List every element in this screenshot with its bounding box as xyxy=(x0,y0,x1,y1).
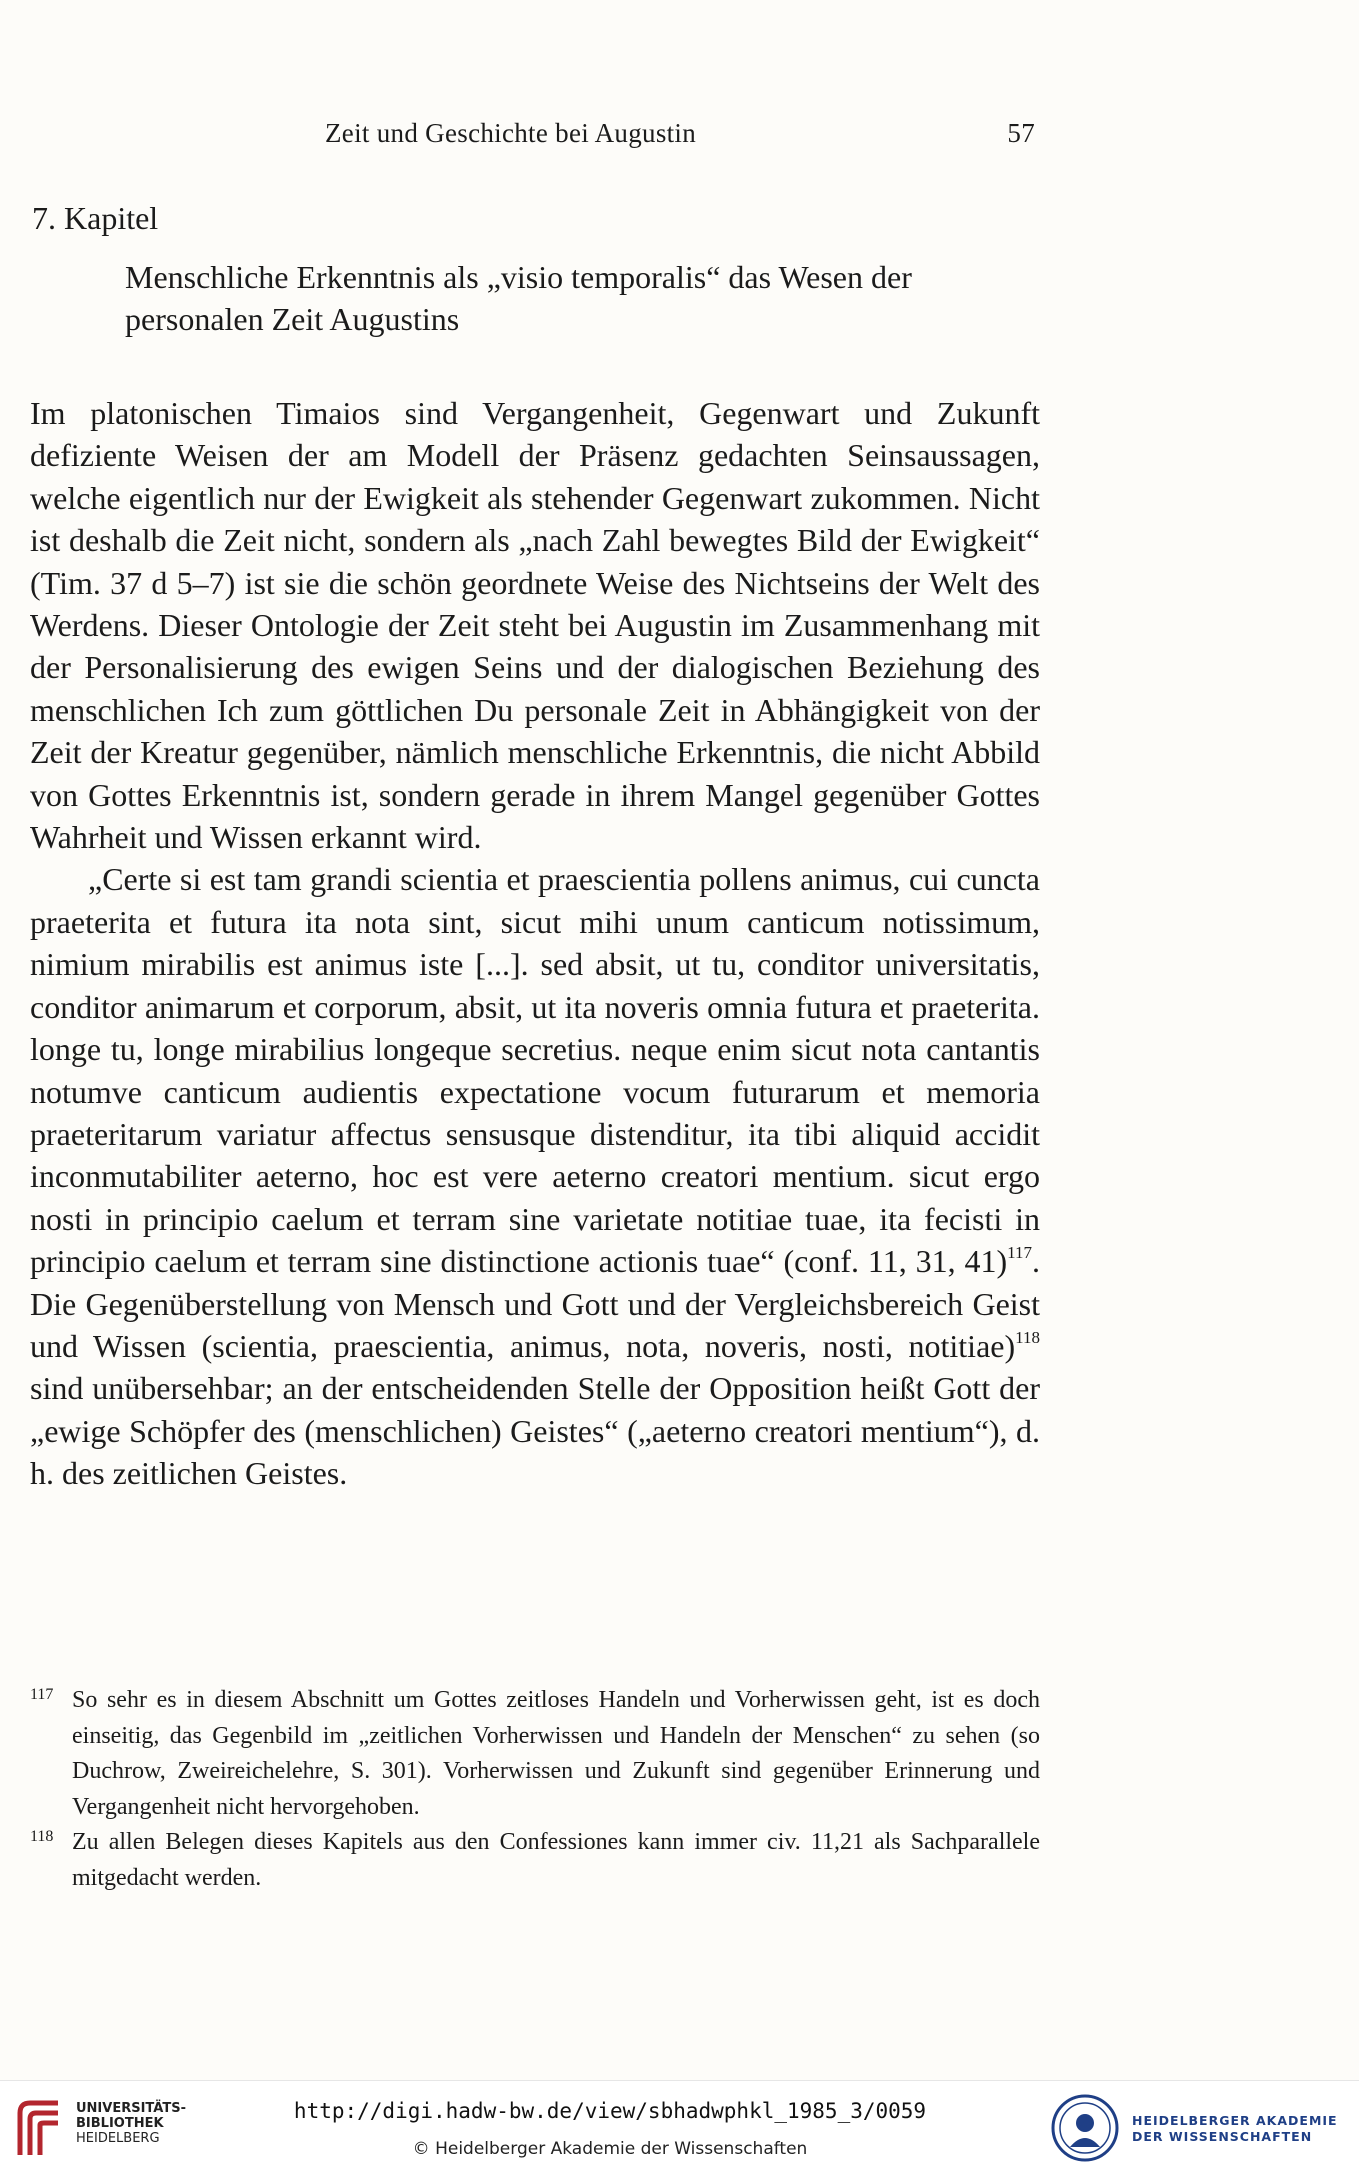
library-name-line-1: UNIVERSITÄTS- xyxy=(76,2101,186,2116)
footnote-117 xyxy=(30,1683,1040,1825)
footnote-number: 118 xyxy=(30,1828,54,1845)
body-paragraph-1: Im platonischen Timaios sind Vergangenheit, Gegenwart und Zukunft defiziente Weisen der am Modell der Präsenz gedachten Seinsaussagen, welche eigentlich nur der Ewigkeit als stehender Gegenwart zukommen. Nicht ist deshalb die Zeit nicht, sondern als „nach Zahl bewegtes Bild der Ewigkeit“ (Tim. 37 d 5–7) ist sie die schön geordnete Weise des Nichtseins der Welt des Werdens. Dieser Ontologie der Zeit steht bei Augustin im Zusammenhang mit der Personalisierung des ewigen Seins und der dialogischen Beziehung des menschlichen Ich zum göttlichen Du personale Zeit in Abhängigkeit von der Zeit der Kreatur gegenüber, nämlich menschliche Erkenntnis, die nicht Abbild von Gottes Erkenntnis ist, sondern gerade in ihrem Mangel gegenüber Gottes Wahrheit und Wissen erkannt wird. xyxy=(30,395,1040,856)
footnote-number: 117 xyxy=(30,1686,54,1703)
footnote-118 xyxy=(30,1825,1040,1896)
library-name-line-2: BIBLIOTHEK xyxy=(76,2116,164,2131)
body-text xyxy=(30,392,1040,1495)
footnote-ref-117[interactable]: 117 xyxy=(1007,1243,1032,1263)
viewer-footer xyxy=(0,2080,1359,2178)
footnote-text: So sehr es in diesem Abschnitt um Gottes zeitloses Handeln und Vorherwissen geht, ist es doch einseitig, das Gegenbild im „zeitlichen Vorherwissen und Handeln der Menschen“ zu sehen (so Duchrow, Zweireichelehre, S. 301). Vorherwissen und Zukunft sind gegenüber Erinnerung und Vergangenheit nicht hervorgehoben. xyxy=(72,1687,1040,1820)
augustine-quote: „Certe si est tam grandi scientia et praescientia pollens animus, cui cuncta praeterita et futura ita nota sint, sicut mihi unum canticum notissimum, nimium mirabilis est animus iste [...]. sed absit, ut tu, conditor universitatis, conditor animarum et corporum, absit, ut ita noveris omnia futura et praeterita. longe tu, longe mirabilius longeque secretius. neque enim sicut nota cantantis notumve canticum audientis expectatione vocum futurarum et memoria praeteritarum variatur affectus sensusque distenditur, ita tibi aliquid accidit inconmutabiliter aeterno, hoc est vere aeterno creatori mentium. sicut ergo nosti in principio caelum et terram sine varietate notitiae tuae, ita fecisti in principio caelum et terram sine distinctione actionis tuae“ (conf. 11, 31, 41) xyxy=(30,861,1040,1280)
university-library-logo[interactable] xyxy=(14,2093,184,2165)
chapter-title-line-1: Menschliche Erkenntnis als „visio temporalis“ das Wesen der xyxy=(125,259,912,295)
body-paragraph-2-middle: . Die Gegenüberstellung von Mensch und Gott und der Vergleichsbereich Geist und Wissen (scientia, praescientia, animus, nota, noveris, nosti, notitiae) xyxy=(30,1243,1040,1364)
permalink-url[interactable]: http://digi.hadw-bw.de/view/sbhadwphkl_1985_3/0059 xyxy=(293,2099,927,2123)
running-head-title: Zeit und Geschichte bei Augustin xyxy=(325,118,697,148)
copyright-notice: © Heidelberger Akademie der Wissenschaften xyxy=(412,2139,808,2159)
library-mark-icon xyxy=(14,2095,66,2161)
academy-name-line-2: DER WISSENSCHAFTEN xyxy=(1132,2129,1313,2144)
body-paragraph-2 xyxy=(30,858,1040,1494)
academy-name-line-1: HEIDELBERGER AKADEMIE xyxy=(1132,2113,1338,2128)
page-number: 57 xyxy=(1007,118,1035,148)
running-head xyxy=(325,118,1035,158)
footnote-text: Zu allen Belegen dieses Kapitels aus den Confessiones kann immer civ. 11,21 als Sachparallele mitgedacht werden. xyxy=(72,1829,1040,1891)
academy-logo[interactable] xyxy=(1050,2091,1350,2169)
academy-name xyxy=(1132,2113,1338,2145)
academy-seal-icon xyxy=(1050,2093,1120,2163)
library-name xyxy=(76,2101,186,2146)
body-paragraph-2-end: sind unübersehbar; an der entscheidenden Stelle der Opposition heißt Gott der „ewige Schöpfer des (menschlichen) Geistes“ („aeterno creatori mentium“), d. h. des zeitlichen Geistes. xyxy=(30,1370,1040,1492)
chapter-title xyxy=(125,256,1040,340)
chapter-label: 7. Kapitel xyxy=(32,200,159,236)
footnotes xyxy=(30,1683,1040,1896)
footnote-ref-118[interactable]: 118 xyxy=(1015,1327,1040,1347)
chapter-title-line-2: personalen Zeit Augustins xyxy=(125,301,460,337)
library-name-line-3: HEIDELBERG xyxy=(76,2131,160,2146)
